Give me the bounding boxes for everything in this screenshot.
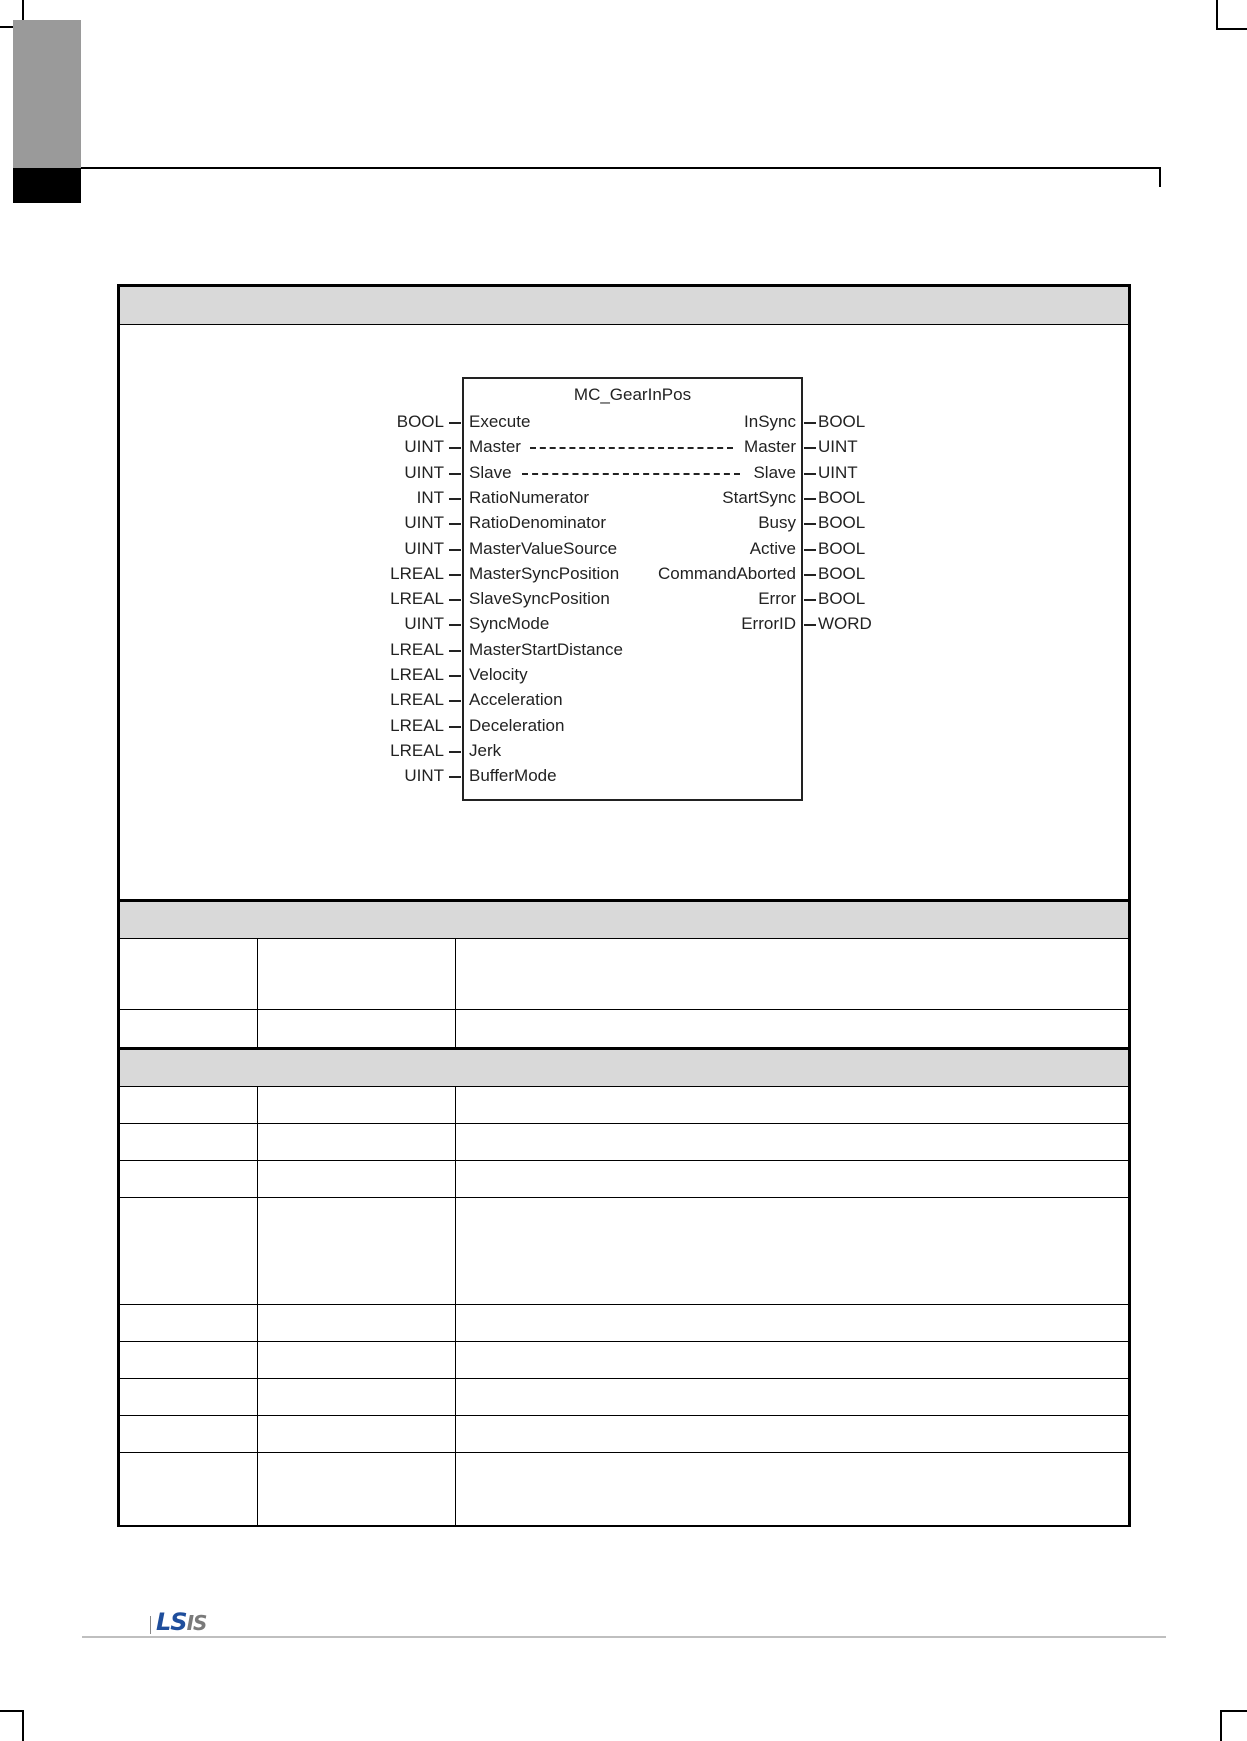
input-pin-mastervaluesource: MasterValueSource (469, 538, 618, 558)
input-pin-ratiodenominator: RatioDenominator (469, 513, 607, 533)
output-type-master: UINT (818, 437, 858, 457)
output-type-errorid: WORD (818, 614, 872, 634)
output-pin-commandaborted: CommandAborted (658, 563, 796, 583)
input-pin-syncmode: SyncMode (469, 614, 550, 634)
output-pin-insync: InSync (744, 412, 796, 431)
output-connector (804, 549, 816, 551)
input-pin-buffermode: BufferMode (469, 766, 557, 786)
section-header-band (120, 902, 1128, 938)
output-pin-error: Error (758, 589, 796, 609)
output-type-commandaborted: BOOL (818, 563, 866, 583)
table-divider (120, 1160, 1128, 1161)
input-connector (449, 624, 461, 626)
ls-is-logo: LSIS (156, 1608, 207, 1636)
output-pin-startsync: StartSync (722, 487, 796, 507)
table-divider (120, 1415, 1128, 1416)
input-type-mastervaluesource: UINT (404, 538, 444, 558)
chapter-tab-marker (13, 168, 81, 203)
output-type-insync: BOOL (818, 412, 866, 431)
column-divider (455, 1087, 456, 1525)
input-pin-execute: Execute (469, 412, 531, 431)
output-connector (804, 523, 816, 525)
input-connector (449, 447, 461, 449)
output-connector (804, 473, 816, 475)
input-type-mastersyncposition: LREAL (390, 563, 444, 583)
input-pin-deceleration: Deceleration (469, 715, 565, 735)
crop-mark (1220, 1710, 1247, 1712)
output-connector (804, 498, 816, 500)
table-divider (120, 1304, 1128, 1305)
crop-mark (0, 1710, 24, 1712)
crop-mark (22, 1710, 24, 1741)
header-rule (81, 167, 1161, 169)
column-divider (257, 939, 258, 1047)
output-connector (804, 599, 816, 601)
output-pin-active: Active (749, 538, 796, 558)
section-header-band (120, 1050, 1128, 1086)
table-divider (120, 938, 1128, 939)
output-type-active: BOOL (818, 538, 866, 558)
input-pin-velocity: Velocity (469, 665, 528, 684)
input-connector (449, 726, 461, 728)
input-connector (449, 422, 461, 424)
column-divider (257, 1087, 258, 1525)
table-divider (120, 1452, 1128, 1453)
table-divider (120, 1009, 1128, 1010)
table-divider (120, 1123, 1128, 1124)
chapter-tab (13, 20, 81, 168)
crop-mark (1216, 0, 1218, 30)
input-type-ratiodenominator: UINT (404, 513, 444, 533)
footer-rule (82, 1636, 1166, 1638)
input-connector (449, 498, 461, 500)
input-connector (449, 599, 461, 601)
pass-through-line (530, 447, 733, 449)
input-type-slave: UINT (404, 462, 444, 482)
pass-through-line (522, 473, 740, 475)
input-type-execute: BOOL (396, 412, 444, 431)
input-connector (449, 650, 461, 652)
input-type-syncmode: UINT (404, 614, 444, 634)
input-pin-rationumerator: RatioNumerator (469, 487, 589, 507)
logo-separator (150, 1616, 151, 1634)
output-type-busy: BOOL (818, 513, 866, 533)
output-connector (804, 574, 816, 576)
input-type-acceleration: LREAL (390, 690, 444, 710)
input-connector (449, 675, 461, 677)
crop-mark (1216, 28, 1247, 30)
input-pin-master: Master (469, 437, 521, 457)
output-connector (804, 624, 816, 626)
input-connector (449, 523, 461, 525)
input-type-slavesyncposition: LREAL (390, 589, 444, 609)
input-type-deceleration: LREAL (390, 715, 444, 735)
input-connector (449, 700, 461, 702)
input-connector (449, 473, 461, 475)
input-pin-masterstartdistance: MasterStartDistance (469, 639, 623, 659)
output-type-error: BOOL (818, 589, 866, 609)
input-pin-acceleration: Acceleration (469, 690, 563, 710)
output-pin-slave: Slave (753, 462, 796, 482)
table-divider (120, 324, 1128, 325)
table-divider (120, 1341, 1128, 1342)
column-divider (455, 939, 456, 1047)
table-divider (120, 1525, 1128, 1527)
function-block-title: MC_GearInPos (573, 385, 692, 404)
output-connector (804, 422, 816, 424)
input-connector (449, 549, 461, 551)
input-type-rationumerator: INT (416, 487, 444, 507)
output-type-slave: UINT (818, 462, 858, 482)
input-connector (449, 776, 461, 778)
input-type-jerk: LREAL (390, 740, 444, 760)
input-connector (449, 574, 461, 576)
output-pin-master: Master (744, 437, 796, 457)
input-pin-mastersyncposition: MasterSyncPosition (469, 563, 620, 583)
header-rule-tick (1159, 167, 1161, 187)
output-type-startsync: BOOL (818, 487, 866, 507)
input-type-buffermode: UINT (404, 766, 444, 786)
input-connector (449, 751, 461, 753)
input-pin-slavesyncposition: SlaveSyncPosition (469, 589, 610, 609)
output-connector (804, 447, 816, 449)
table-divider (120, 1378, 1128, 1379)
input-type-velocity: LREAL (390, 665, 444, 684)
output-pin-errorid: ErrorID (741, 614, 796, 634)
crop-mark (1220, 1710, 1222, 1741)
input-type-masterstartdistance: LREAL (390, 639, 444, 659)
input-type-master: UINT (404, 437, 444, 457)
input-pin-jerk: Jerk (469, 740, 502, 760)
table-header-band (120, 287, 1128, 324)
input-pin-slave: Slave (469, 462, 512, 482)
table-divider (120, 1197, 1128, 1198)
output-pin-busy: Busy (758, 513, 796, 533)
table-divider (120, 1086, 1128, 1087)
